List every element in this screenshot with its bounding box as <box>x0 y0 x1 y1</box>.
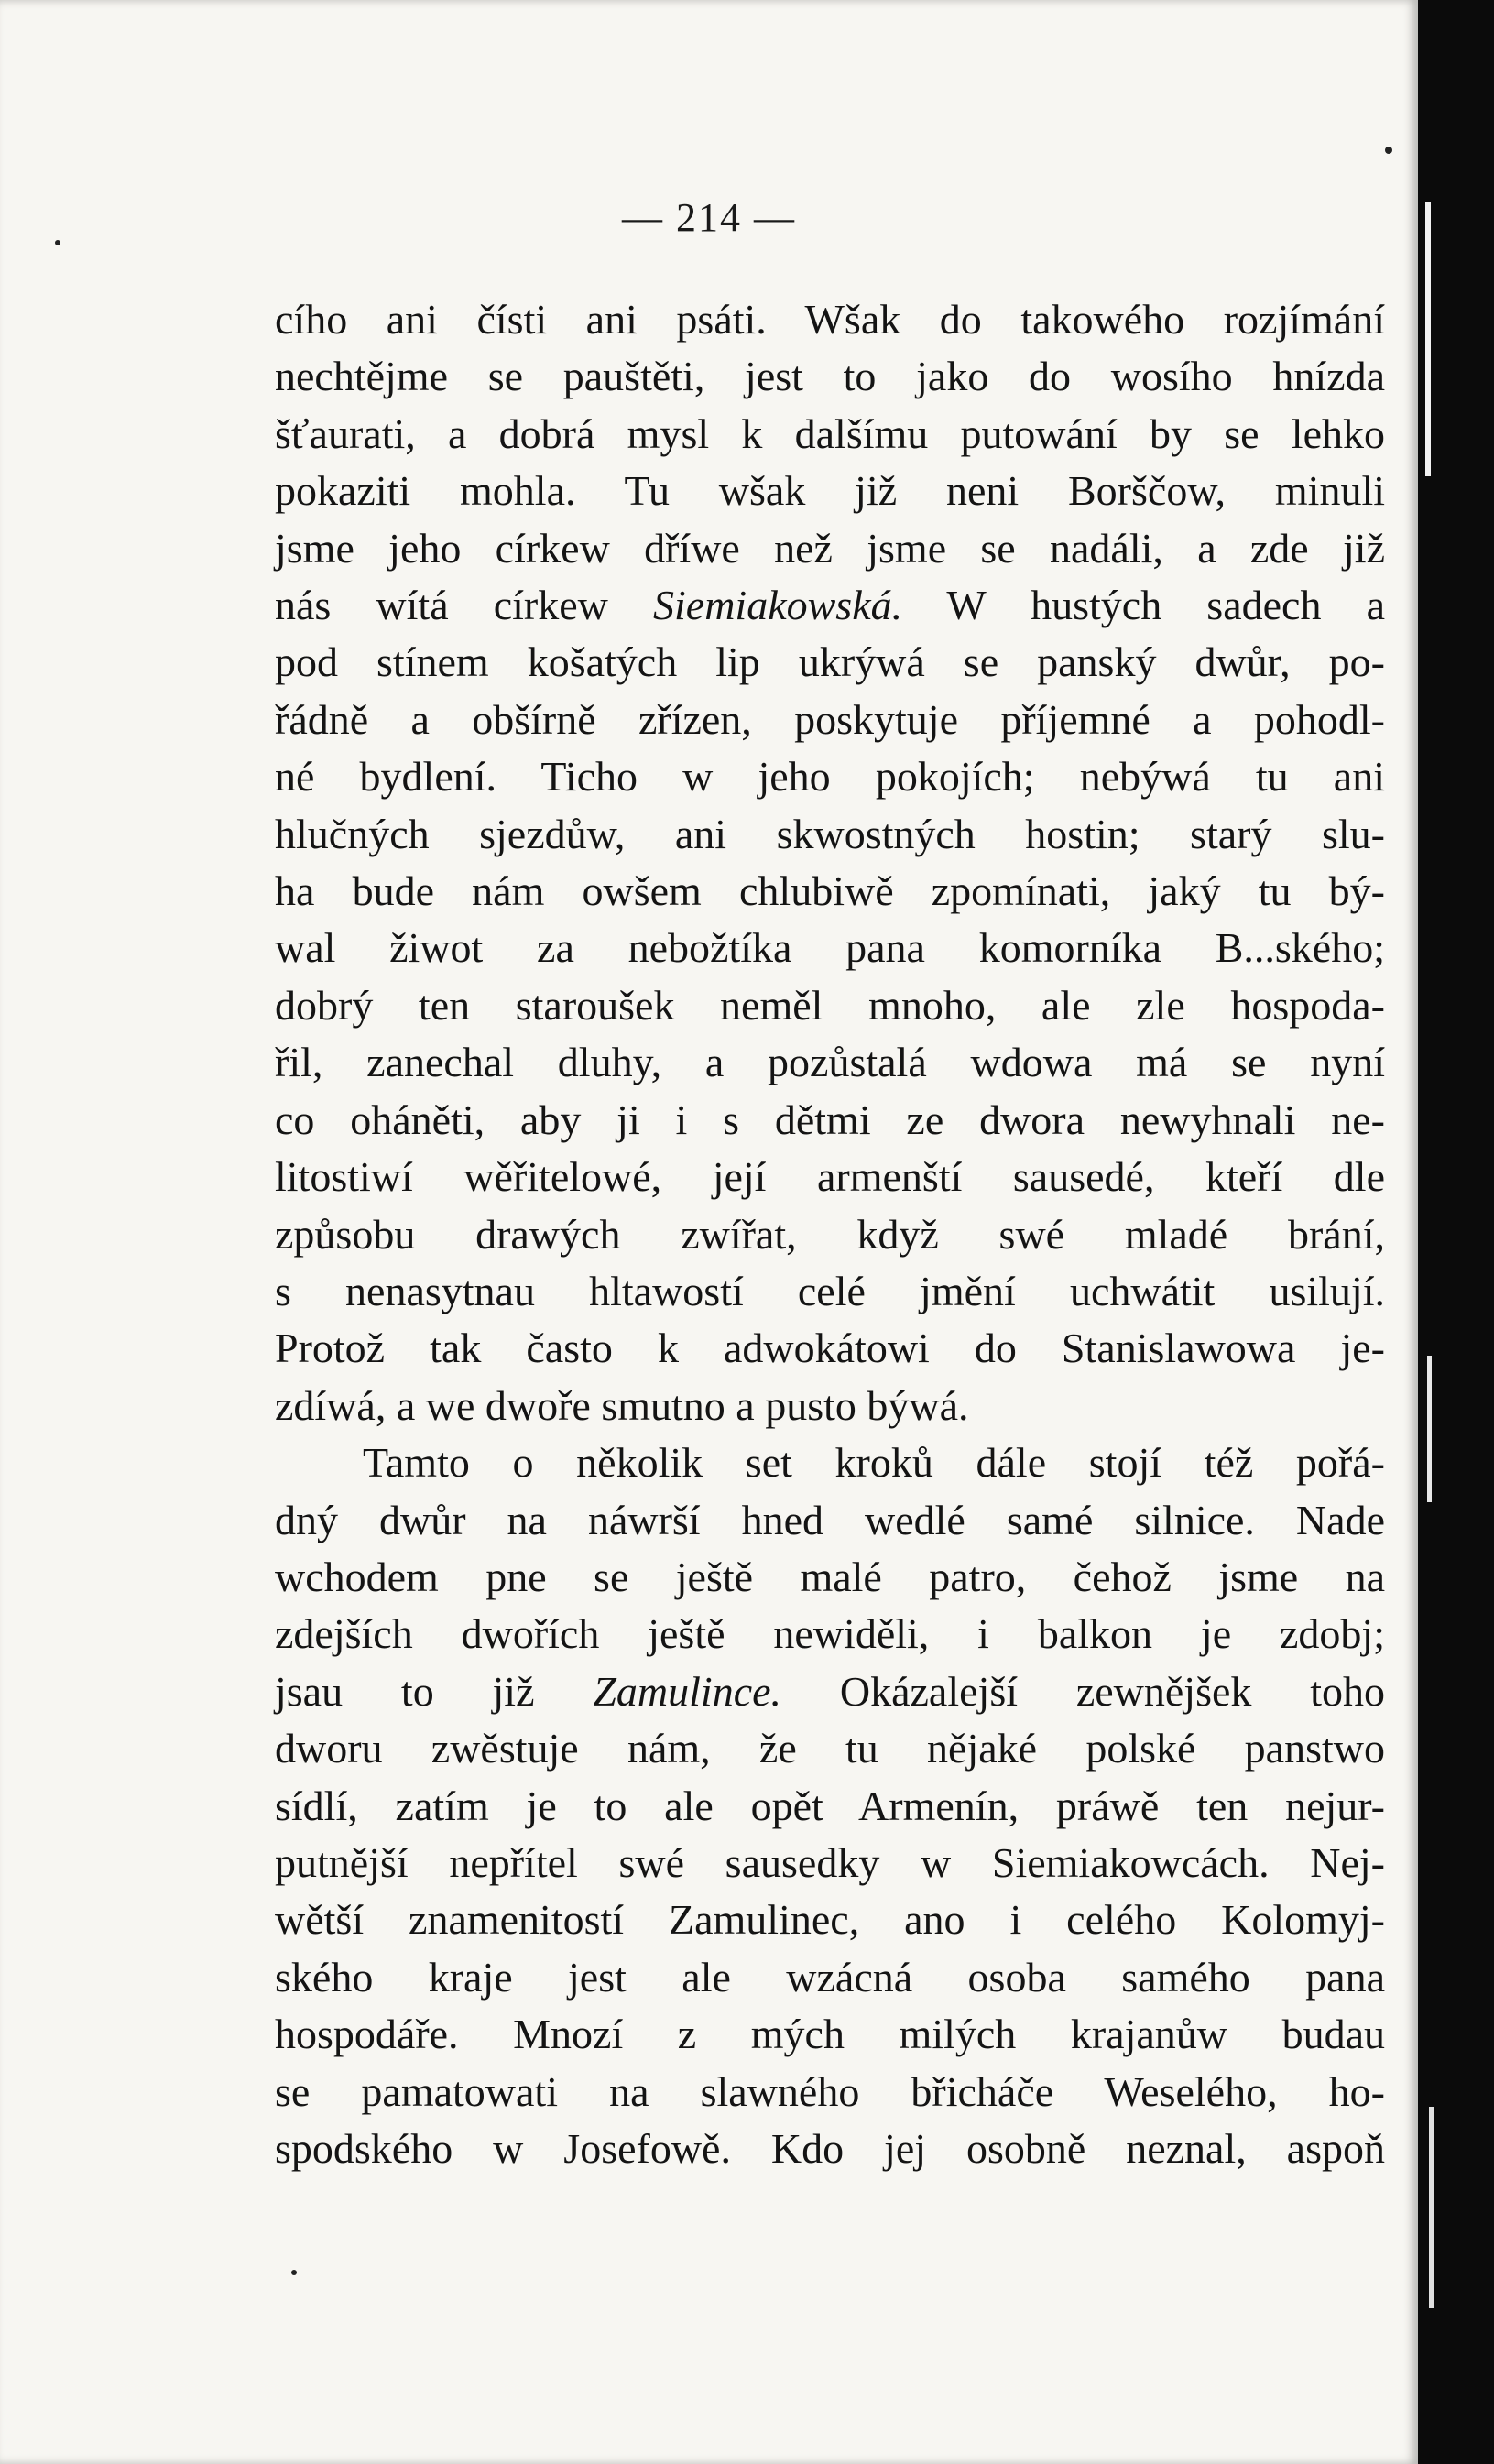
text-line: jsme jeho církew dříwe než jsme se nadáli, a zde již <box>275 524 1385 572</box>
edge-highlight <box>1425 202 1431 476</box>
scan-speck <box>55 240 60 245</box>
text-line: putnější nepřítel swé sausedky w Siemiakowcách. Nej- <box>275 1838 1385 1886</box>
text-line: pod stínem košatých lip ukrýwá se panský dwůr, po- <box>275 638 1385 686</box>
text-line: zdíwá, a we dwoře smutno a pusto býwá. <box>275 1381 969 1429</box>
text-line: dworu zwěstuje nám, že tu nějaké polské panstwo <box>275 1725 1385 1772</box>
text-line <box>275 577 1385 634</box>
text-line: Protož tak často k adwokátowi do Stanislawowa je- <box>275 1325 1385 1372</box>
text-line: zdejších dwořích ještě newiděli, i balkon je zdobj; <box>275 1610 1385 1658</box>
text-line: řádně a obšírně zřízen, poskytuje příjemné a pohodl- <box>275 695 1385 743</box>
text-segment: nás wítá církew <box>275 582 653 629</box>
edge-highlight <box>1427 1356 1432 1502</box>
text-line: nechtějme se pauštěti, jest to jako do wosího hnízda <box>275 353 1385 400</box>
scan-speck <box>1385 147 1392 154</box>
text-line: způsobu drawých zwířat, když swé mladé brání, <box>275 1210 1385 1258</box>
text-line: hlučných sjezdůw, ani skwostných hostin; starý slu- <box>275 810 1385 857</box>
text-line: se pamatowati na slawného břicháče Weselého, ho- <box>275 2067 1385 2115</box>
text-line: né bydlení. Ticho w jeho pokojích; nebýwá tu ani <box>275 753 1385 801</box>
text-line: ského kraje jest ale wzácná osoba samého pana <box>275 1953 1385 2001</box>
text-line: spodského w Josefowě. Kdo jej osobně neznal, aspoň <box>275 2125 1385 2172</box>
scan-edge <box>1418 0 1494 2464</box>
body-text <box>275 291 1385 2177</box>
place-name-zamulince: Zamulince. <box>593 1667 782 1715</box>
page-number: — 214 — <box>622 195 796 240</box>
text-segment: jsau to již <box>275 1667 594 1715</box>
place-name-siemiakowska: Siemiakowská. <box>653 582 903 629</box>
text-line: dný dwůr na náwrší hned wedlé samé silnice. Nade <box>275 1496 1385 1543</box>
text-line: co oháněti, aby ji i s dětmi ze dwora newyhnali ne- <box>275 1096 1385 1143</box>
text-line <box>275 1663 1385 1720</box>
text-line: litostiwí wěřitelowé, její armenští sausedé, kteří dle <box>275 1153 1385 1201</box>
text-line: wal žiwot za nebožtíka pana komorníka B...ského; <box>275 924 1385 972</box>
text-segment: Okázalejší zewnějšek toho <box>781 1667 1386 1715</box>
paragraph-2 <box>275 1434 1385 2177</box>
text-line: sídlí, zatím je to ale opět Armenín, práwě ten nejur- <box>275 1782 1385 1829</box>
text-line: Tamto o několik set kroků dále stojí též pořá- <box>363 1439 1385 1487</box>
text-line: cího ani čísti ani psáti. Wšak do takowého rozjímání <box>275 296 1385 343</box>
text-line: hospodáře. Mnozí z mých milých krajanůw budau <box>275 2011 1385 2058</box>
edge-highlight <box>1429 2107 1434 2308</box>
text-line: ha bude nám owšem chlubiwě zpomínati, jaký tu bý- <box>275 867 1385 915</box>
text-line: s nenasytnau hltawostí celé jmění uchwátit usilují. <box>275 1267 1385 1314</box>
text-line: šťaurati, a dobrá mysl k dalšímu putowání by se lehko <box>275 409 1385 457</box>
text-line: dobrý ten staroušek neměl mnoho, ale zle hospoda- <box>275 981 1385 1029</box>
text-line: pokaziti mohla. Tu wšak již neni Borščow, minuli <box>275 467 1385 515</box>
scan-speck <box>291 2270 297 2275</box>
text-line: wchodem pne se ještě malé patro, čehož jsme na <box>275 1553 1385 1600</box>
text-segment: W hustých sadech a <box>902 582 1385 629</box>
text-line: wětší znamenitostí Zamulinec, ano i celého Kolomyj- <box>275 1896 1385 1944</box>
text-line: řil, zanechal dluhy, a pozůstalá wdowa má se nyní <box>275 1039 1385 1086</box>
paragraph-1 <box>275 291 1385 1434</box>
